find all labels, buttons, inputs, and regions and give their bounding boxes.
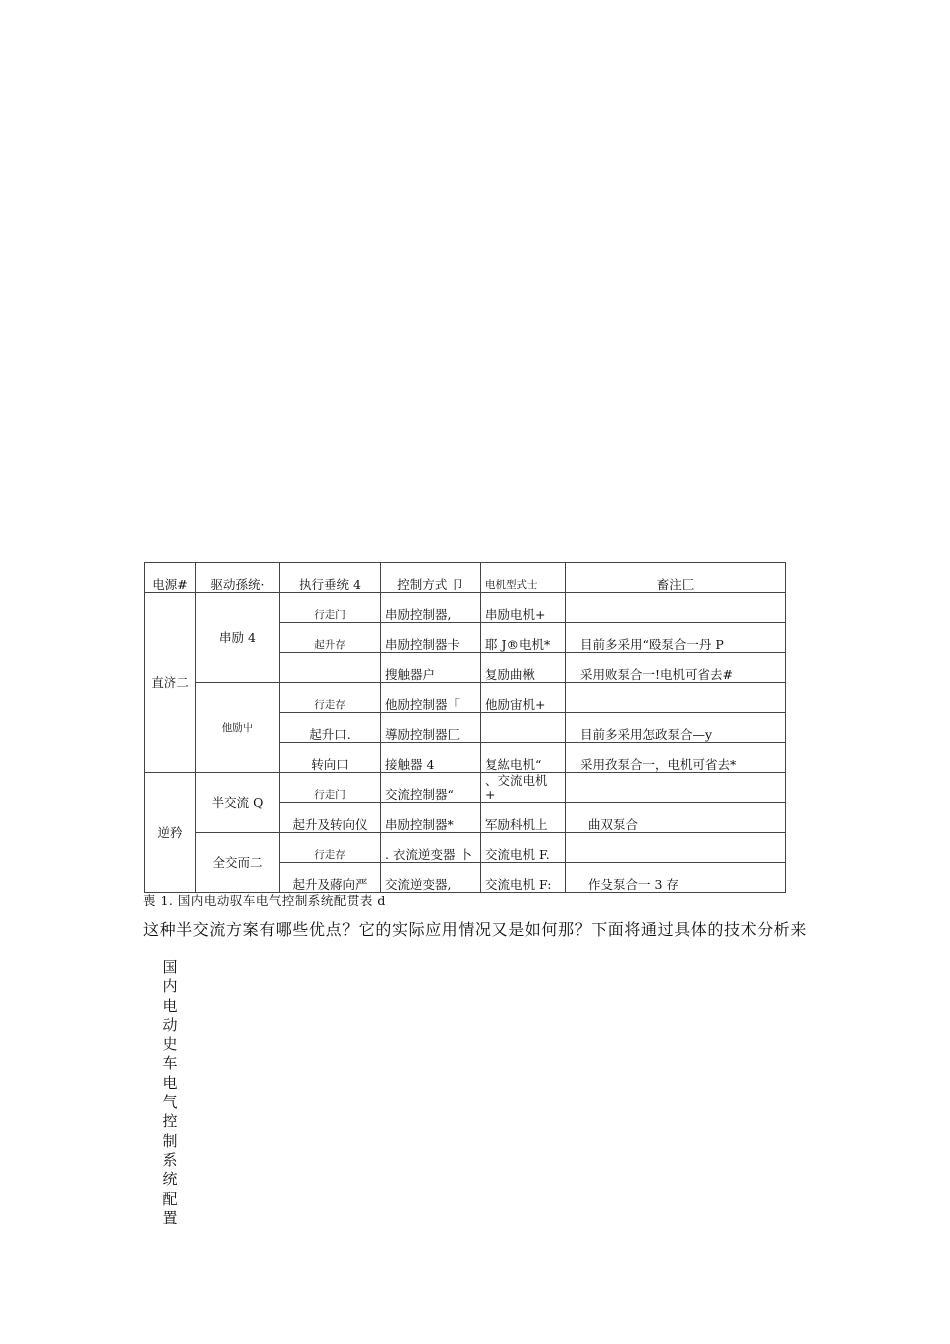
- vertical-char: 置: [162, 1208, 178, 1227]
- vertical-char: 气: [162, 1093, 178, 1112]
- table-cell: [566, 593, 786, 623]
- table-cell: 搜触器户: [381, 653, 481, 683]
- header-motor: 电机型式士: [481, 563, 566, 593]
- vertical-char: 动: [162, 1015, 178, 1034]
- drive-separate-cell: 他励屮: [196, 683, 280, 773]
- table-cell: 起升口.: [280, 713, 381, 743]
- table-cell: 他励控制器「: [381, 683, 481, 713]
- vertical-char: 车: [162, 1054, 178, 1073]
- table-cell: 军励科机上: [481, 803, 566, 833]
- table-cell: 耶 J®电机*: [481, 623, 566, 653]
- table-cell: [566, 773, 786, 803]
- body-paragraph: 这种半交流方案有哪些优点？它的实际应用情况又是如何那？下面将通过具体的技术分析来: [143, 920, 808, 939]
- table-row: [145, 833, 786, 863]
- table-cell: 導励控制器匚: [381, 713, 481, 743]
- config-table: [144, 562, 786, 893]
- table-cell: 串励控制器卡: [381, 623, 481, 653]
- table-cell: 行走存: [280, 833, 381, 863]
- table-header-row: [145, 563, 786, 593]
- table-cell: 交流电机 F:: [481, 863, 566, 893]
- table-cell: 串励电机+: [481, 593, 566, 623]
- drive-full-ac-cell: 全交而二: [196, 833, 280, 893]
- table-cell: 采用败泵合一!电机可省去#: [566, 653, 786, 683]
- table-cell: 目前多采用怎政泵合—y: [566, 713, 786, 743]
- vertical-char: 控: [162, 1112, 178, 1131]
- table-cell: [566, 833, 786, 863]
- header-control: 控制方式 卩: [381, 563, 481, 593]
- vertical-char: 配: [162, 1189, 178, 1208]
- table-cell: 交流控制器“: [381, 773, 481, 803]
- table-cell: 行走门: [280, 773, 381, 803]
- table-cell: 接触器 4: [381, 743, 481, 773]
- header-remark: 畜注匚: [566, 563, 786, 593]
- header-drive: 驱动孫统·: [196, 563, 280, 593]
- table-cell: 起升及转向仪: [280, 803, 381, 833]
- table-cell: . 衣流逆变器 卜: [381, 833, 481, 863]
- table-cell: 起升及蔣向严: [280, 863, 381, 893]
- vertical-char: 国: [162, 958, 178, 976]
- table-caption: 喪 1. 国内电动驭车电气控制系统配贯表 d: [143, 893, 386, 908]
- table-cell: [566, 683, 786, 713]
- table-row: [145, 773, 786, 803]
- table-cell: [481, 713, 566, 743]
- vertical-char: 史: [162, 1035, 178, 1054]
- power-dc-cell: 直济二: [145, 593, 196, 773]
- table-cell: 复励曲楸: [481, 653, 566, 683]
- table-cell: 串励控制器*: [381, 803, 481, 833]
- vertical-char: 制: [162, 1131, 178, 1150]
- table-cell: 行走存: [280, 683, 381, 713]
- table-cell: 行走门: [280, 593, 381, 623]
- power-inv-cell: 逆矜: [145, 773, 196, 893]
- table-cell: 转向口: [280, 743, 381, 773]
- table-cell: 采用孜泵合一，电机可省去*: [566, 743, 786, 773]
- table-cell: 交流电机 F.: [481, 833, 566, 863]
- table-row: [145, 593, 786, 623]
- table-cell: 交流逆变器,: [381, 863, 481, 893]
- header-actuator: 执行垂统 4: [280, 563, 381, 593]
- drive-semi-ac-cell: 半交流 Q: [196, 773, 280, 833]
- table-cell: 复紘电机“: [481, 743, 566, 773]
- table-cell: 目前多采用“殴泵合一丹 P: [566, 623, 786, 653]
- header-power: 电源#: [145, 563, 196, 593]
- table-cell: 曲双泵合: [566, 803, 786, 833]
- drive-series-cell: 串励 4: [196, 593, 280, 683]
- table-cell: 作殳泵合一 3 存: [566, 863, 786, 893]
- vertical-char: 电: [162, 1073, 178, 1092]
- vertical-char: 统: [162, 1170, 178, 1189]
- table-cell: [280, 653, 381, 683]
- table-row: [145, 683, 786, 713]
- table-cell: 串励控制器,: [381, 593, 481, 623]
- vertical-char: 电: [162, 996, 178, 1015]
- table-cell: 、交流电机 +: [481, 773, 566, 803]
- table-cell: 他励宙机+: [481, 683, 566, 713]
- vertical-char: 系: [162, 1150, 178, 1169]
- vertical-text: [160, 958, 180, 1227]
- config-table-wrap: [144, 562, 785, 892]
- vertical-char: 内: [162, 977, 178, 996]
- table-cell: 起升存: [280, 623, 381, 653]
